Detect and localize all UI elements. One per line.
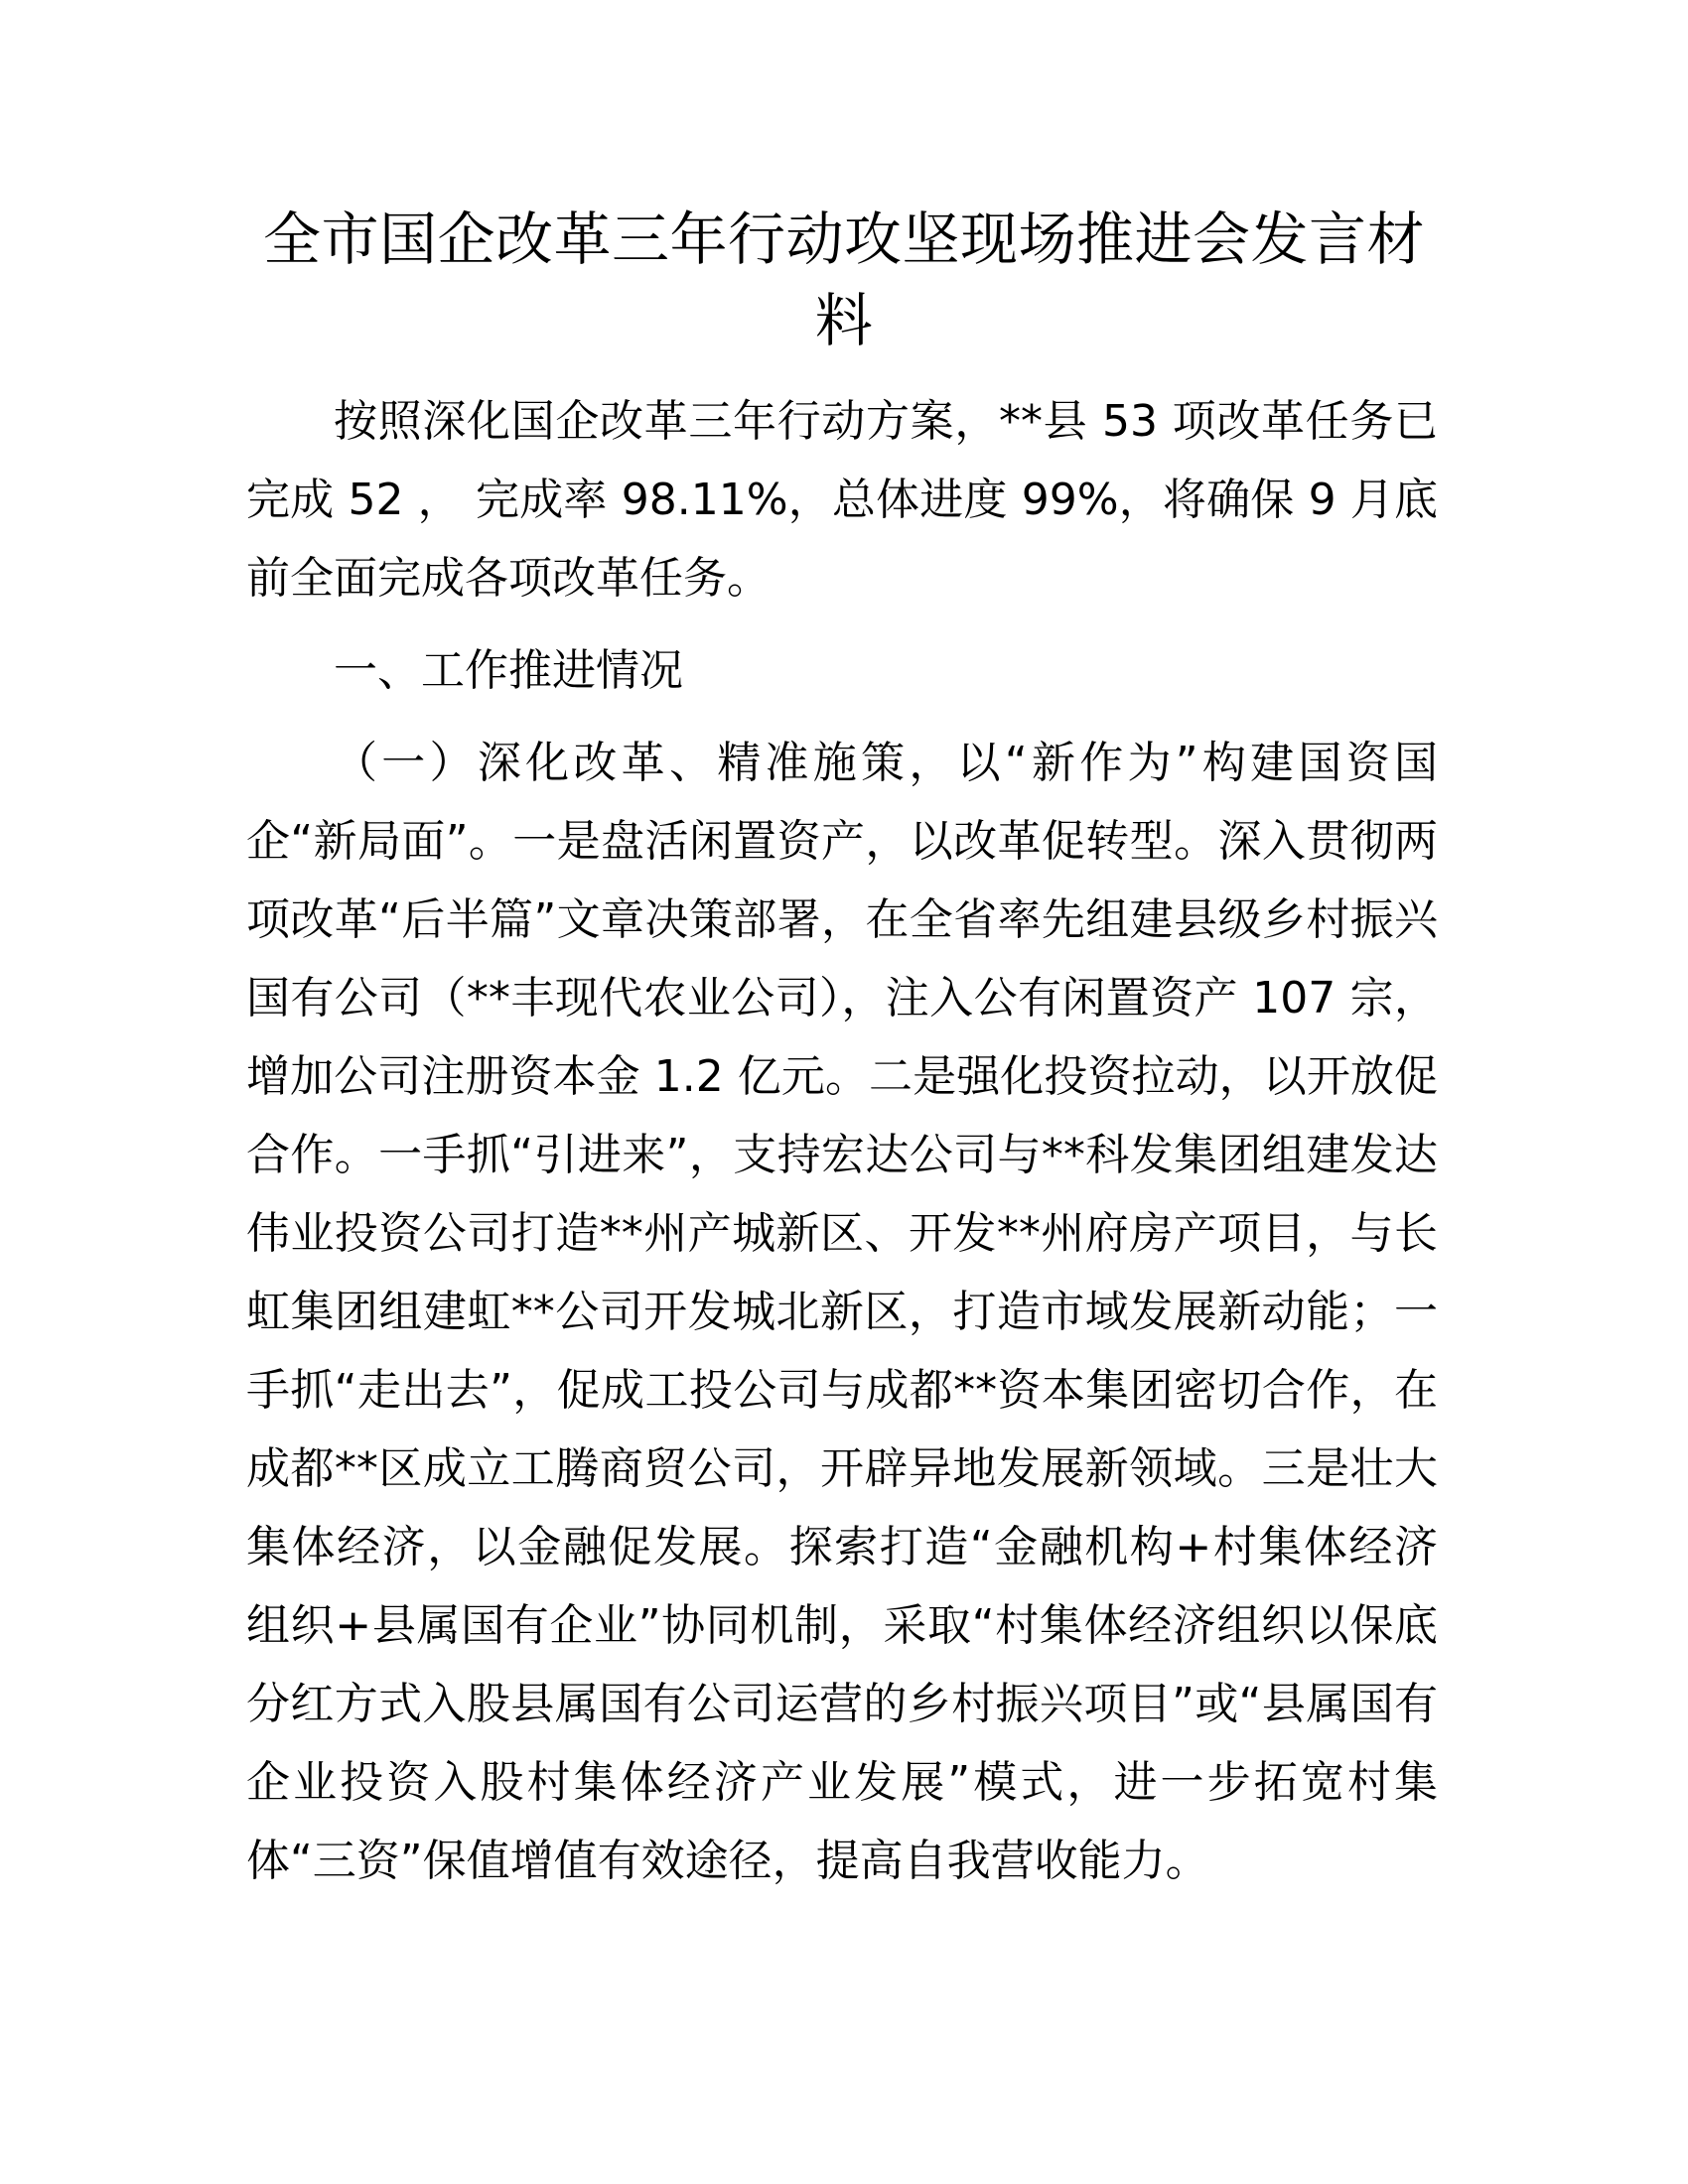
intro-paragraph: 按照深化国企改革三年行动方案，**县 53 项改革任务已完成 52 ， 完成率 98.11%，总体进度 99%，将确保 9 月底前全面完成各项改革任务。 [246,396,1438,604]
section-heading: 一、工作推进情况 [334,645,683,696]
body-paragraph: （一）深化改革、精准施策，以“新作为”构建国资国企“新局面”。一是盘活闲置资产，以改革促转型。深入贯彻两项改革“后半篇”文章决策部署，在全省率先组建县级乡村振兴国有公司（**丰现代农业公司），注入公有闲置资产 107 宗，增加公司注册资本金 1.2 亿元。二是强化投资拉动，以开放促合作。一手抓“引进来”，支持宏达公司与**科发集团组建发达伟业投资公司打造**州产城新区、开发**州府房产项目，与长虹集团组建虹**公司开发城北新区，打造市域发展新动能；一手抓“走出去”，促成工投公司与成都**资本集团密切合作，在成都**区成立工腾商贸公司，开辟异地发展新领域。三是壮大集体经济，以金融促发展。探索打造“金融机构+村集体经济组织+县属国有企业”协同机制，采取“村集体经济组织以保底分红方式入股县属国有公司运营的乡村振兴项目”或“县属国有企业投资入股村集体经济产业发展”模式，进一步拓宽村集体“三资”保值增值有效途径，提高自我营收能力。 [246,738,1438,1886]
document-title: 全市国企改革三年行动攻坚现场推进会发言材料 [262,205,1425,354]
document-body [246,382,1438,1914]
